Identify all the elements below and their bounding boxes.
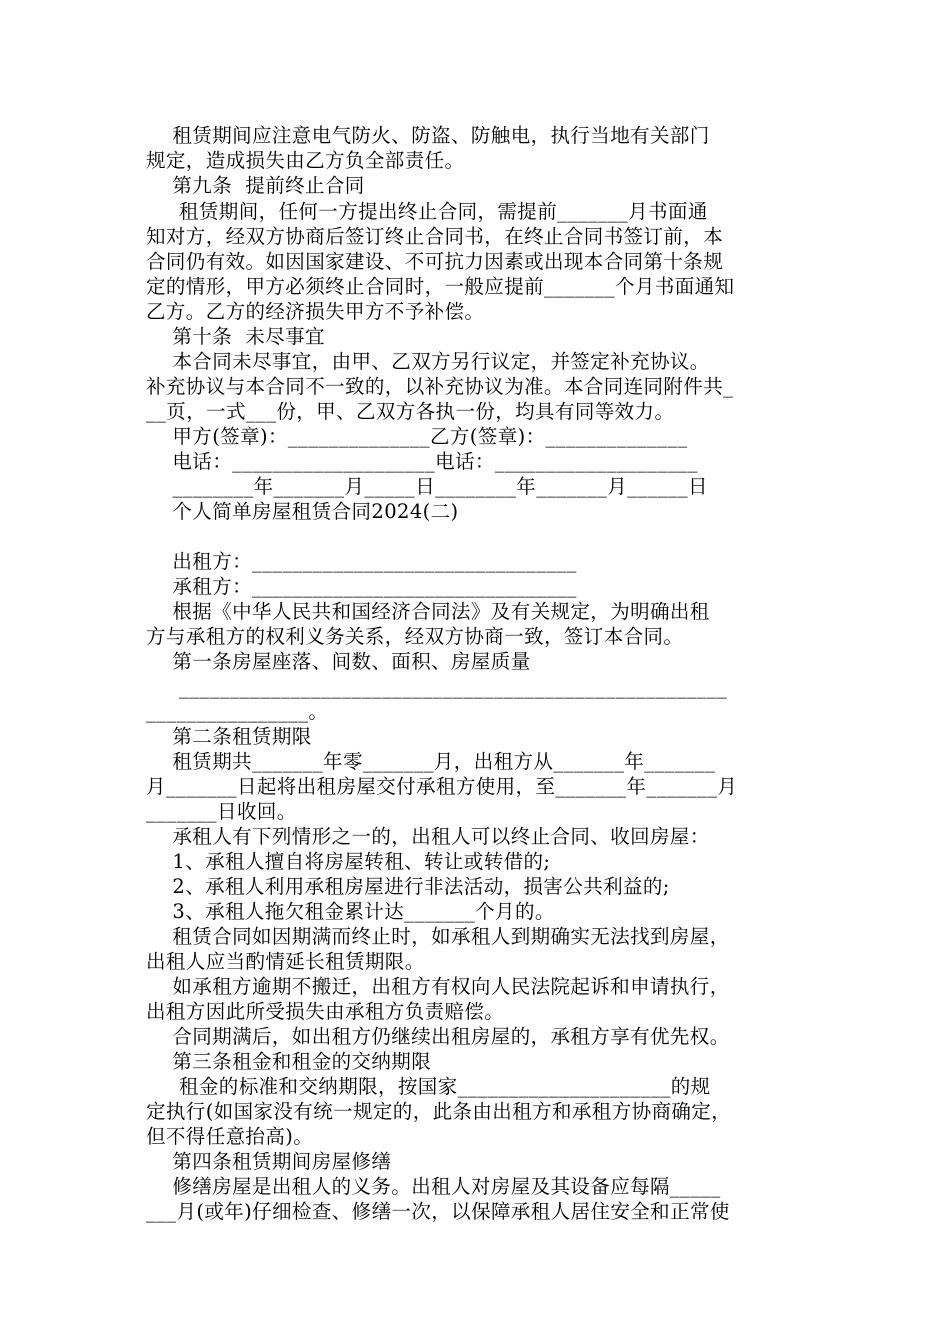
- text-line: 乙方。乙方的经济损失甲方不予补偿。: [146, 300, 485, 323]
- list-item: 3、承租人拖欠租金累计达_______个月的。: [146, 900, 555, 923]
- text-line: 出租方因此所受损失由承租方负责赔偿。: [146, 1000, 505, 1023]
- text-line: 规定，造成损失由乙方负全部责任。: [146, 149, 465, 172]
- party-lessor-line: 出租方：________________________________: [146, 550, 577, 573]
- text-line: 月_______日起将出租房屋交付承租方使用，至_______年_______月: [146, 775, 738, 798]
- text-line: 租赁期间应注意电气防火、防盗、防触电，执行当地有关部门: [146, 124, 710, 147]
- party-lessee-line: 承租方：________________________________: [146, 575, 577, 598]
- text-line: 定的情形，甲方必须终止合同时，一般应提前_______个月书面通知: [146, 275, 735, 298]
- text-line: 租金的标准和交纳期限，按国家_____________________的规: [146, 1075, 711, 1098]
- text-line: 承租人有下列情形之一的，出租人可以终止合同、收回房屋：: [146, 825, 710, 848]
- text-line: 租赁合同如因期满而终止时，如承租人到期确实无法找到房屋，: [146, 925, 730, 948]
- text-line: 合同仍有效。如因国家建设、不可抗力因素或出现本合同第十条规: [146, 250, 724, 273]
- section-heading: 第三条租金和租金的交纳期限: [146, 1050, 432, 1073]
- text-line: 定执行(如国家没有统一规定的，此条由出租方和承租方协商确定，: [146, 1100, 732, 1123]
- section-heading: 第四条租赁期间房屋修缮: [146, 1150, 392, 1173]
- signature-line: 甲方(签章)：______________乙方(签章)：______________: [146, 425, 688, 448]
- section-heading: 第一条房屋座落、间数、面积、房屋质量: [146, 650, 531, 673]
- section-heading: 第二条租赁期限: [146, 725, 312, 748]
- section-heading: 第九条 提前终止合同: [146, 174, 365, 197]
- list-item: 2、承租人利用承租房屋进行非法活动，损害公共利益的;: [146, 875, 670, 898]
- text-line: 出租人应当酌情延长租赁期限。: [146, 950, 425, 973]
- date-line: ________年_______月_____日________年_______月______日: [146, 475, 708, 498]
- text-line: 方与承租方的权利义务关系，经双方协商一致，签订本合同。: [146, 625, 684, 648]
- text-line: 租赁期间，任何一方提出终止合同，需提前_______月书面通: [146, 200, 708, 223]
- phone-line: 电话：____________________电话：____________________: [146, 450, 698, 473]
- text-line: __页，一式___份，甲、乙双方各执一份，均具有同等效力。: [146, 400, 675, 423]
- list-item: 1、承租人擅自将房屋转租、转让或转借的;: [146, 850, 551, 873]
- section-heading: 第十条 未尽事宜: [146, 325, 325, 348]
- text-line: 但不得任意抬高)。: [146, 1125, 314, 1148]
- text-line: 知对方，经双方协商后签订终止合同书，在终止合同书签订前，本: [146, 225, 724, 248]
- text-line: 修缮房屋是出租人的义务。出租人对房屋及其设备应每隔_____: [146, 1175, 721, 1198]
- text-line: 根据《中华人民共和国经济合同法》及有关规定，为明确出租: [146, 600, 710, 623]
- text-line: 租赁期共_______年零_______月，出租方从_______年_______: [146, 750, 716, 773]
- fill-in-line: ________________。: [146, 700, 329, 723]
- fill-in-line: ______________________________________________________: [146, 676, 728, 699]
- text-line: _______日收回。: [146, 800, 297, 823]
- text-line: 补充协议与本合同不一致的，以补充协议为准。本合同连同附件共_: [146, 375, 734, 398]
- text-line: 本合同未尽事宜，由甲、乙双方另行议定，并签定补充协议。: [146, 350, 710, 373]
- text-line: 合同期满后，如出租方仍继续出租房屋的，承租方享有优先权。: [146, 1025, 730, 1048]
- document-title: 个人简单房屋租赁合同2024(二): [146, 500, 459, 523]
- text-line: 如承租方逾期不搬迁，出租方有权向人民法院起诉和申请执行，: [146, 975, 730, 998]
- text-line: ___月(或年)仔细检查、修缮一次，以保障承租人居住安全和正常使: [146, 1200, 730, 1223]
